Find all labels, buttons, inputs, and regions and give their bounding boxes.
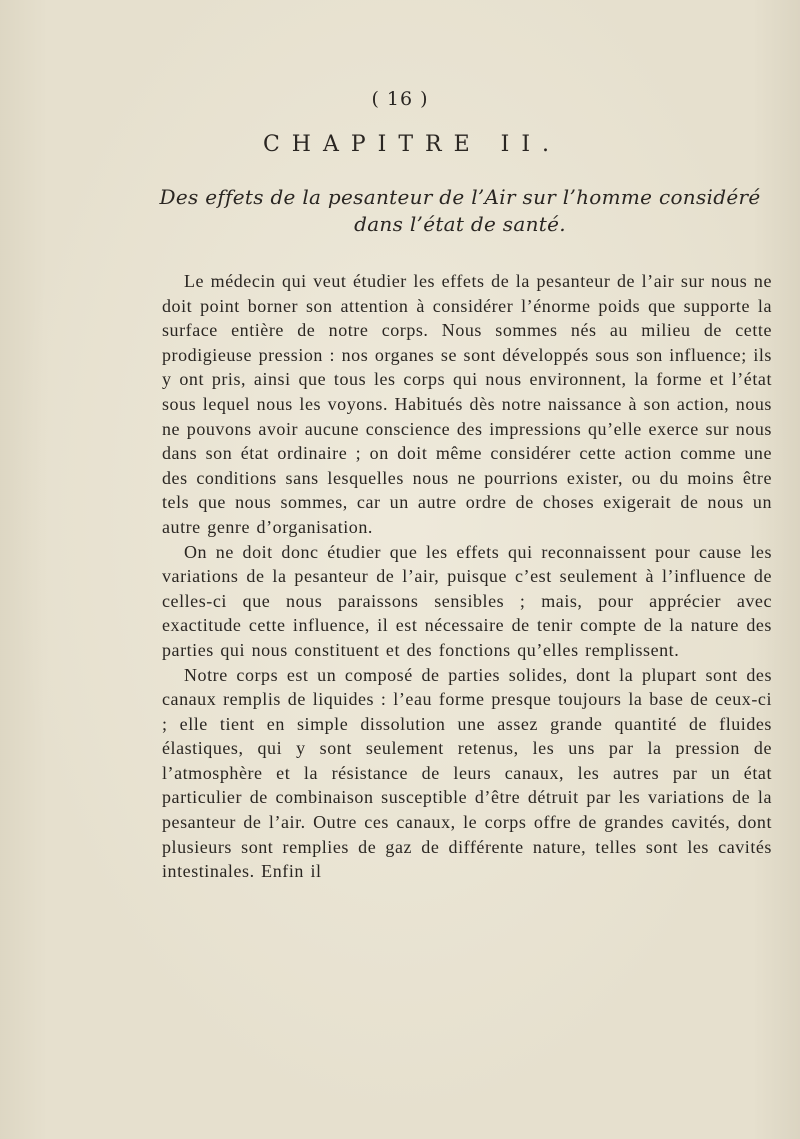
chapter-subtitle: Des effets de la pesanteur de l’Air sur l’homme considéré dans l’état de santé.	[159, 185, 761, 236]
paragraph: On ne doit donc étudier que les effets qui reconnaissent pour cause les variations de la pesanteur de l’air, puisque c’est seulement à l’influence de celles-ci que nous paraissons sensibles ; mais, pour apprécier avec exactitude cette influence, il est nécessaire de tenir compte de la nature des parties qui nous constituent et des fonctions qu’elles remplissent.	[162, 541, 772, 660]
paragraph: Notre corps est un composé de parties solides, dont la plupart sont des canaux remplis de liquides : l’eau forme presque toujours la base de ceux-ci ; elle tient en simple dissolution une assez grande quantité de fluides élastiques, qui y sont seulement retenus, les uns par la pression de l’atmosphère et la résistance de leurs canaux, les autres par un état particulier de combinaison susceptible d’être détruit par les variations de la pesanteur de l’air. Outre ces canaux, le corps offre de grandes cavités, dont plusieurs sont remplies de gaz de différente nature, telles sont les cavités intestinales. Enfin il	[162, 664, 772, 882]
paragraph: Le médecin qui veut étudier les effets de la pesanteur de l’air sur nous ne doit point borner son attention à considérer l’énorme poids que supporte la surface entière de notre corps. Nous sommes nés au milieu de cette prodigieuse pression : nos organes se sont développés sous son influence; ils y ont pris, ainsi que tous les corps qui nous environnent, la forme et l’état sous lequel nous les voyons. Habitués dès notre naissance à son action, nous ne pouvons avoir aucune conscience des impressions qu’elle exerce sur nous dans son état ordinaire ; on doit même considérer cette action comme une des conditions sans lesquelles nous ne pourrions exister, ou du moins être tels que nous sommes, car un autre ordre de choses exigerait de nous un autre genre d’organisation.	[162, 271, 772, 537]
body-text	[162, 269, 772, 884]
page-number: ( 16 )	[371, 88, 429, 110]
chapter-title: CHAPITRE II.	[262, 132, 562, 157]
